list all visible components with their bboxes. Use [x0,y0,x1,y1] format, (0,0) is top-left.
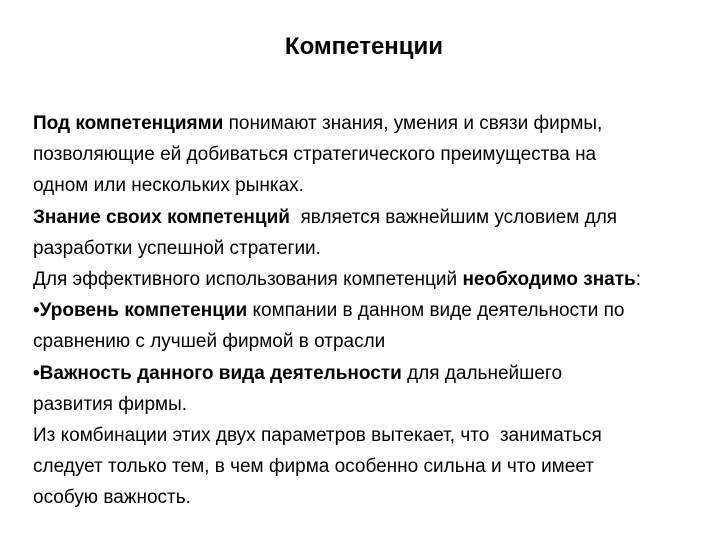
text-line [33,202,701,233]
text-run: позволяющие ей добиваться стратегического преимущества на [33,144,597,166]
text-run: одном или нескольких рынках. [33,175,304,197]
text-line [33,358,701,389]
text-run: Под компетенциями [33,113,224,134]
text-line [33,264,701,295]
text-line [33,451,701,482]
text-line [33,420,701,451]
slide-title: Компетенции [284,33,444,60]
text-run: сравнению с лучшей фирмой в отрасли [33,331,386,353]
text-line [33,389,701,420]
text-run: необходимо знать [462,269,636,291]
text-run: Для эффективного использования компетенций [33,269,463,291]
text-line [33,295,701,326]
text-line [33,170,701,201]
text-run: особую важность. [33,487,191,509]
text-line [33,108,701,139]
text-run: понимают знания, умения и связи фирмы, [223,113,603,134]
text-run: является важнейшим условием для [289,206,618,228]
text-run: для дальнейшего [401,362,563,384]
text-run: следует только тем, в чем фирма особенно сильна и что имеет [33,456,594,478]
text-run: Из комбинации этих двух параметров вытекает, что заниматься [33,425,602,447]
slide-body [33,108,701,514]
text-run: •Уровень компетенции [33,300,248,322]
text-run: разработки успешной стратегии. [33,237,321,259]
text-line [33,482,701,513]
text-line [33,233,701,264]
text-run: развития фирмы. [33,393,188,415]
text-run: Знание своих компетенций [33,206,290,228]
text-run: компании в данном виде деятельности по [247,300,625,322]
text-line [33,139,701,170]
text-run: •Важность данного вида деятельности [33,362,402,384]
text-line [33,326,701,357]
text-run: : [635,269,641,291]
